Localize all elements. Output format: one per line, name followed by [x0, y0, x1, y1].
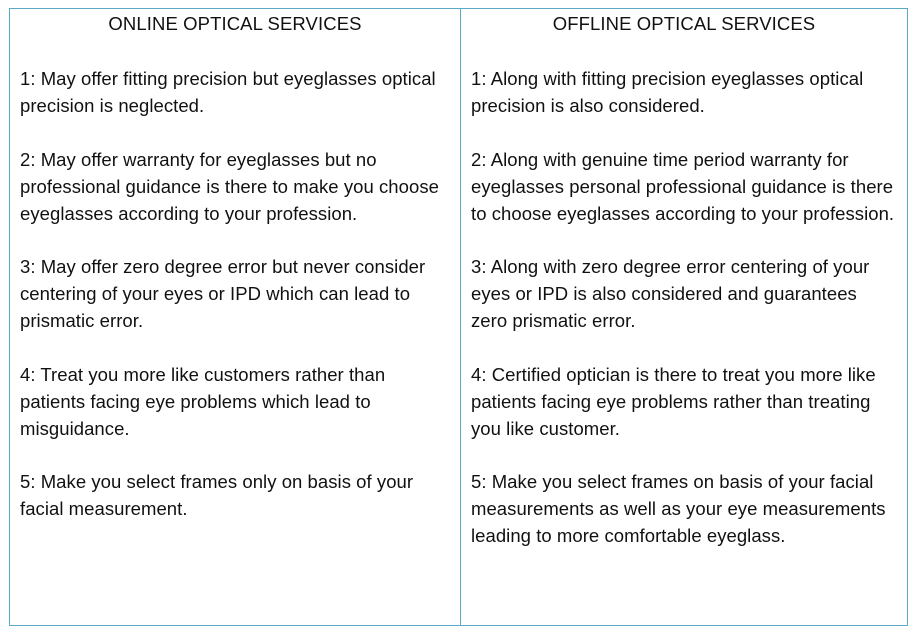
online-point-2: 2: May offer warranty for eyeglasses but no professional guidance is there to make you choose eyeglasses according to your profession.: [20, 148, 439, 224]
offline-point-2: 2: Along with genuine time period warranty for eyeglasses personal professional guidance is there to choose eyeglasses according to your profession.: [471, 148, 895, 224]
offline-services-column: [461, 9, 907, 625]
online-point-3: 3: May offer zero degree error but never consider centering of your eyes or IPD which can lead to prismatic error.: [20, 256, 426, 331]
offline-services-header: OFFLINE OPTICAL SERVICES: [552, 13, 816, 34]
offline-point-5: 5: Make you select frames on basis of your facial measurements as well as your eye measurements leading to more comfortable eyeglass.: [471, 471, 886, 546]
online-point-5: 5: Make you select frames only on basis of your facial measurement.: [20, 471, 414, 519]
online-services-column: [10, 9, 461, 625]
online-services-header: ONLINE OPTICAL SERVICES: [108, 13, 362, 34]
offline-point-3: 3: Along with zero degree error centering of your eyes or IPD is also considered and guarantees zero prismatic error.: [471, 256, 870, 331]
comparison-table: [9, 8, 908, 626]
online-point-1: 1: May offer fitting precision but eyeglasses optical precision is neglected.: [20, 68, 436, 116]
offline-point-4: 4: Certified optician is there to treat you more like patients facing eye problems rather than treating you like customer.: [471, 363, 876, 439]
offline-point-1: 1: Along with fitting precision eyeglasses optical precision is also considered.: [471, 68, 864, 116]
online-point-4: 4: Treat you more like customers rather than patients facing eye problems which lead to misguidance.: [20, 363, 386, 439]
